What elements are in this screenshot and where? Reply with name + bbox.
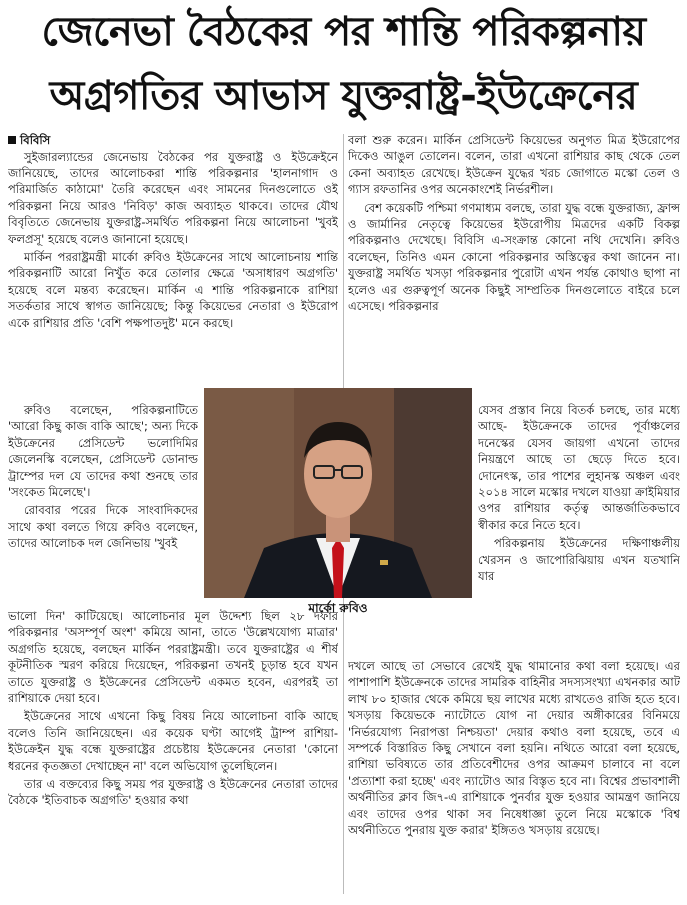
paragraph: পরিকল্পনায় ইউক্রেনের দক্ষিণাঞ্চলীয় খেরসন ও জাপোরিঝিয়ায় এখন যতখানি যার: [478, 536, 680, 584]
paragraph: ইউক্রেনের সাথে এখনো কিছু বিষয় নিয়ে আলোচনা বাকি আছে বলেও তিনি জানিয়েছেন। এর কয়েক ঘণ্টা আগেই ট্রাম্প রাশিয়া-ইউক্রেইন যুদ্ধ বন্ধে যুক্তরাষ্ট্রের প্রচেষ্টায় ইউক্রেনের নেতারা 'কোনো ধরনের কৃতজ্ঞতা দেখাচ্ছেন না' বলে অভিযোগ তুলেছিলেন।: [8, 709, 338, 773]
paragraph: মার্কিন পররাষ্ট্রমন্ত্রী মার্কো রুবিও ইউক্রেনের সাথে আলোচনায় শান্তি পরিকল্পনাটি আরো নিখুঁত করে তোলার ক্ষেত্রে 'অসাধারণ অগ্রগতি' হয়েছে বলে মন্তব্য করেছেন। মার্কিন এ শান্তি পরিকল্পনাকে রাশিয়া সতর্কতার সাথে স্বাগত জানিয়েছে; কিন্তু কিয়েভের নেতারা ও ইউরোপ একে রাশিয়ার প্রতি 'বেশি পক্ষপাতদুষ্ট' মনে করছে।: [8, 250, 338, 330]
paragraph: সুইজারল্যান্ডের জেনেভায় বৈঠকের পর যুক্তরাষ্ট্র ও ইউক্রেইনে জানিয়েছে, তাদের আলোচকরা শান্তি পরিকল্পনার 'হালনাগাদ ও পরিমার্জিত কাঠামো' তৈরি করেছেন এবং সামনের দিনগুলোতে ওই পরিকল্পনা নিয়ে আরও 'নিবিড়' কাজ অব্যাহত থাকবে। তাদের যৌথ বিবৃতিতে জেনেভায় যুক্তরাষ্ট্র-সমর্থিত পরিকল্পনা নিয়ে আলোচনা 'খুবই ফলপ্রসূ' হয়েছে বলেও জানানো হয়েছে।: [8, 149, 338, 246]
headline-line-2: অগ্রগতির আভাস যুক্তরাষ্ট্র-ইউক্রেনের: [49, 73, 638, 119]
paragraph: যেসব প্রস্তাব নিয়ে বিতর্ক চলছে, তার মধ্যে আছে- ইউক্রেনকে তাদের পূর্বাঞ্চলের দনেস্কের যেসব জায়গা এখনো তাদের নিয়ন্ত্রণে আছে তা ছেড়ে দিতে হবে। দোনেৎস্ক, তার পাশের লুহানস্ক অঞ্চল এবং ২০১৪ সালে মস্কোর দখলে যাওয়া ক্রাইমিয়ার ওপর রাশিয়ার কর্তৃত্ব আন্তর্জাতিকভাবে স্বীকার করে নিতে হবে।: [478, 403, 680, 532]
article-column-right-lower: [348, 658, 680, 898]
paragraph: রোববার পরের দিকে সাংবাদিকদের সাথে কথা বলতে গিয়ে রুবিও বলেছেন, তাদের আলোচক দল জেনিভায় 'খুবই: [8, 503, 198, 551]
photo-caption: মার্কো রুবিও: [308, 601, 368, 615]
article-column-left-lower: [8, 608, 338, 898]
paragraph: দখলে আছে তা সেভাবে রেখেই যুদ্ধ থামানোর কথা বলা হয়েছে। এর পাশাপাশি ইউক্রেনকে তাদের সামরিক বাহিনীর সদস্যসংখ্যা এখনকার আট লাখ ৮০ হাজার থেকে কমিয়ে ছয় লাখের মধ্যে রাখতেও রাজি হতে হবে। খসড়ায় কিয়েভকে ন্যাটোতে যোগ না দেয়ার অঙ্গীকারের বিনিময়ে 'নির্ভরযোগ্য নিরাপত্তা নিশ্চয়তা' দেয়ার কথাও বলা হয়েছে, তবে এ সম্পর্কে বিস্তারিত কিছু সেখানে বলা হয়নি। নথিতে আরো বলা হয়েছে, রাশিয়া ভবিষ্যতে তার প্রতিবেশীদের ওপর আক্রমণ চালাবে না বলে 'প্রত্যাশা করা হচ্ছে' এবং ন্যাটোও আর বিস্তৃত হবে না। বিশ্বের প্রভাবশালী অর্থনীতির ক্লাব জি৭-এ রাশিয়াকে পুনর্বার যুক্ত হওয়ার আমন্ত্রণ জানিয়ে এবং তাদের ওপর থাকা সব নিষেধাজ্ঞা তুলে নিয়ে মস্কোকে 'বিশ্ব অর্থনীতিতে পুনরায় যুক্ত করার' ইঙ্গিতও খসড়ায় রয়েছে।: [348, 659, 680, 838]
paragraph: রুবিও বলেছেন, পরিকল্পনাটিতে 'আরো কিছু কাজ বাকি আছে'; অন্য দিকে ইউক্রেনের প্রেসিডেন্ট ভলোদিমির জেলেনস্কি বলেছেন, প্রেসিডেন্ট ডোনাল্ড ট্রাম্পের দল যে তাদের কথা শুনছে তার 'সংকেত মিলেছে'।: [8, 403, 198, 500]
source-text: বিবিসি: [20, 133, 51, 147]
paragraph: বেশ কয়েকটি পশ্চিমা গণমাধ্যম বলছে, তারা যুদ্ধ বন্ধে যুক্তরাজ্য, ফ্রান্স ও জার্মানির নেতৃত্বে কিয়েভের ইউরোপীয় মিত্রদের একটি বিকল্প পরিকল্পনাও দেখেছে। বিবিসি এ-সংক্রান্ত কোনো নথি দেখেনি। রুবিও বলেছেন, তিনিও এমন কোনো পরিকল্পনার অস্তিত্বের কথা জানেন না। যুক্তরাষ্ট্র সমর্থিত খসড়া পরিকল্পনার পুরোটা এখন পর্যন্ত কোথাও ছাপা না হলেও এর গুরুত্বপূর্ণ অনেক কিছুই সাম্প্রতিক দিনগুলোতে বাইরে চলে এসেছে। পরিকল্পনার: [348, 200, 680, 314]
paragraph: তার এ বক্তব্যের কিছু সময় পর যুক্তরাষ্ট্র ও ইউক্রেনের নেতারা তাদের বৈঠকে 'ইতিবাচক অগ্রগতি' হওয়ার কথা: [8, 777, 338, 808]
source-label: [8, 132, 50, 148]
headline-line-1: জেনেভা বৈঠকের পর শান্তি পরিকল্পনায়: [41, 9, 646, 55]
paragraph: ভালো দিন' কাটিয়েছে। আলোচনার মূল উদ্দেশ্য ছিল ২৮ দফার পরিকল্পনার 'অসম্পূর্ণ অংশ' কমিয়ে আনা, তাতে 'উল্লেখযোগ্য মাত্রার' অগ্রগতি হয়েছে, বলছেন মার্কিন পররাষ্ট্রমন্ত্রী। তবে যুক্তরাষ্ট্রের এ শীর্ষ কূটনীতিক স্মরণ করিয়ে দিয়েছেন, পরিকল্পনা তখনই চূড়ান্ত হবে যখন তাতে যুক্তরাষ্ট্র ও ইউক্রেনের প্রেসিডেন্ট একমত হবেন, এরপরই তা রাশিয়াকে দেয়া হবে।: [8, 609, 338, 706]
portrait-photo: [204, 388, 472, 598]
bullet-square-icon: [8, 136, 16, 144]
article-column-left-wrap: [8, 402, 198, 608]
article-column-right: [348, 132, 680, 402]
article-column-right-wrap: [478, 402, 680, 658]
headline: [0, 0, 687, 128]
portrait-illustration: [204, 388, 472, 598]
article-column-left: [8, 132, 338, 402]
paragraph: বলা শুরু করেন। মার্কিন প্রেসিডেন্ট কিয়েভের অনুগত মিত্র ইউরোপের দিকেও আঙুল তোলেন। বলেন, তারা এখনো রাশিয়ার কাছ থেকে তেল কেনা অব্যাহত রেখেছে। ইউক্রেন যুদ্ধের খরচ জোগাতে মস্কো তেল ও গ্যাস রফতানির ওপর অনেকাংশেই নির্ভরশীল।: [348, 133, 680, 197]
